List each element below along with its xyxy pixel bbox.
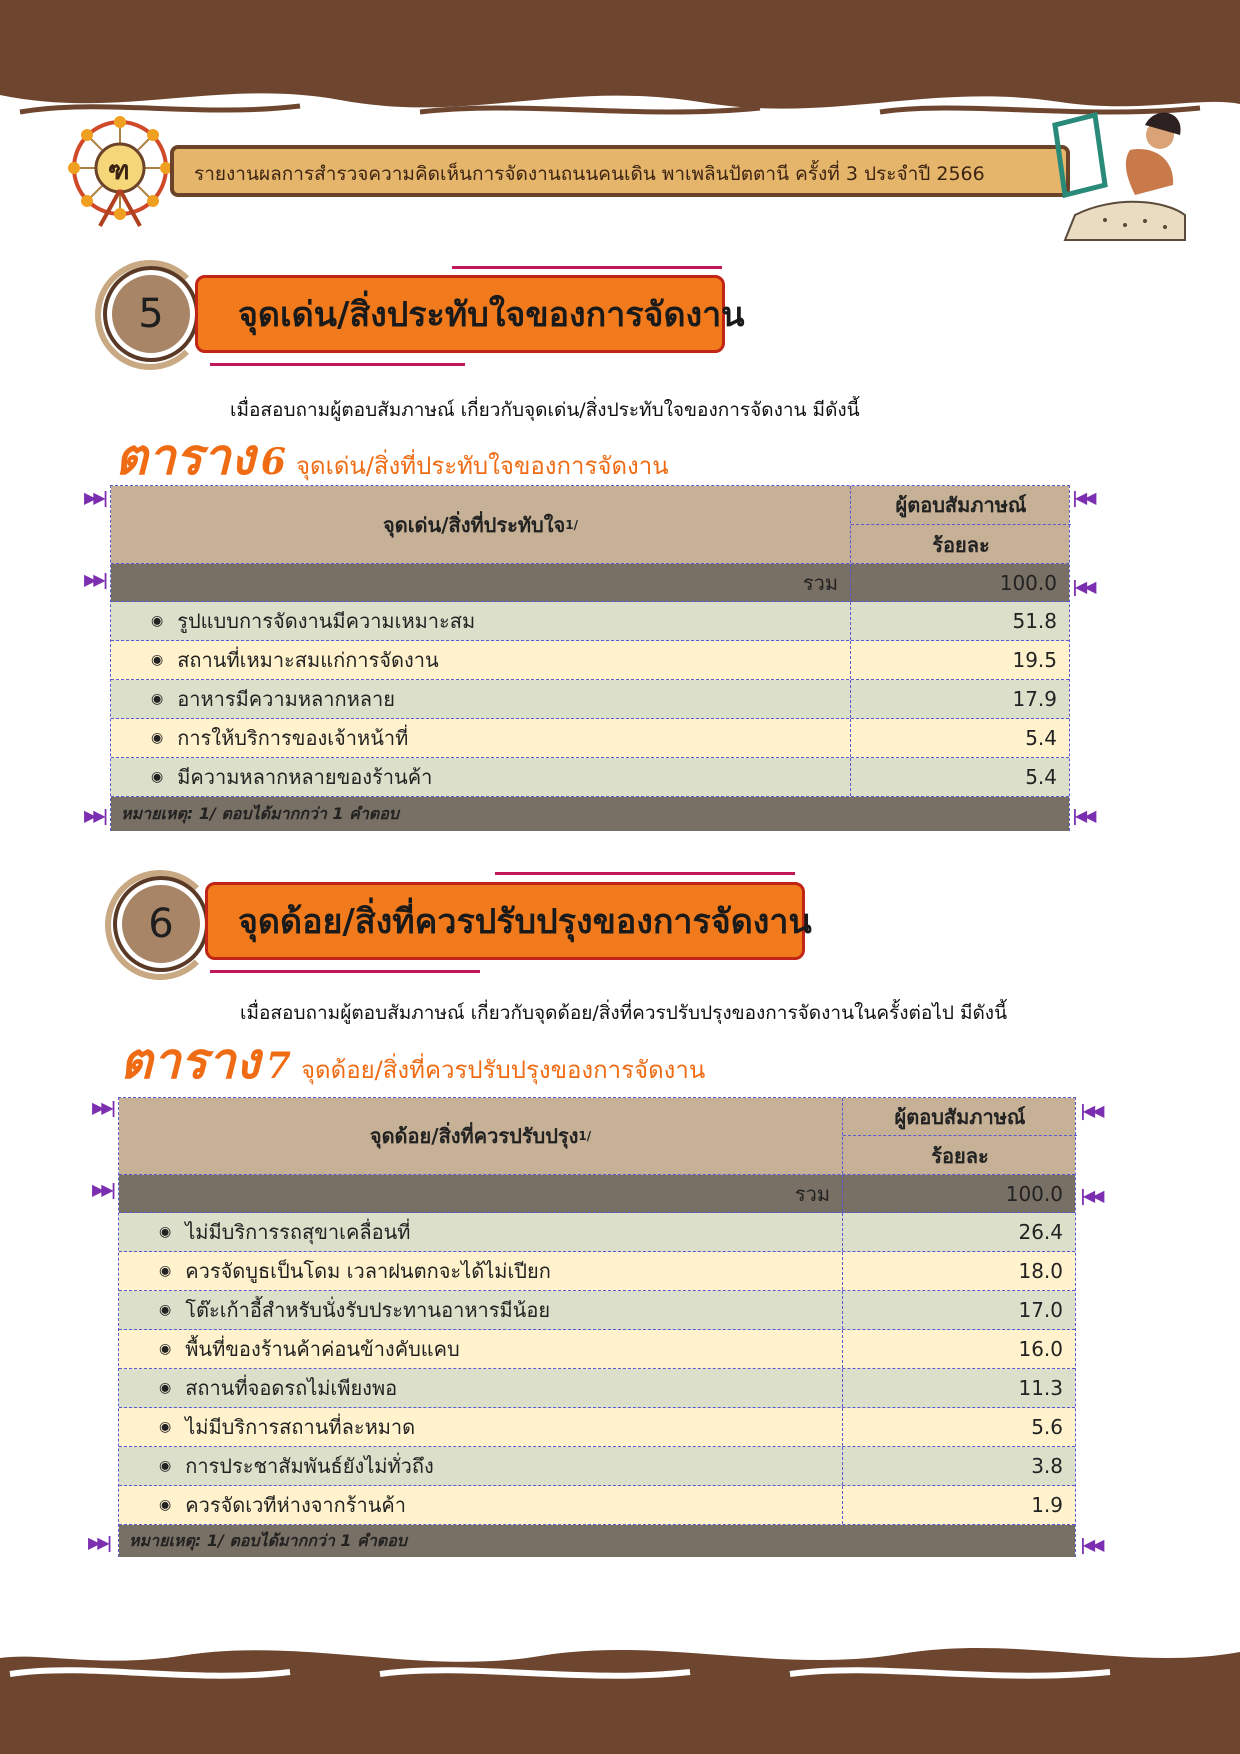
row-value: 51.8 [1012,609,1057,633]
total-value: 100.0 [1005,1181,1063,1206]
total-value: 100.0 [999,570,1057,595]
total-label: รวม [119,1175,843,1212]
table-note-row [119,1525,1075,1557]
table-row [119,1252,1075,1291]
bullet-icon: ◉ [159,1224,172,1240]
row-value: 17.0 [1018,1298,1063,1322]
edit-marker-icon: |◀◀ [1080,1101,1102,1120]
section-5-badge [95,260,205,370]
table-note: หมายเหตุ: 1/ ตอบได้มากกว่า 1 คำตอบ [129,1530,407,1550]
bullet-icon: ◉ [159,1302,172,1318]
row-label: มีความหลากหลายของร้านค้า [177,765,433,789]
table-caption: จุดเด่น/สิ่งที่ประทับใจของการจัดงาน [295,452,669,480]
row-label-cell [119,1408,843,1446]
edit-marker-icon: |◀◀ [1072,488,1094,507]
table-row [111,719,1069,758]
row-label-cell [111,602,851,640]
row-value: 5.6 [1031,1415,1063,1439]
table-word: ตาราง [115,427,255,486]
total-row [119,1175,1075,1213]
decor-line [210,363,465,366]
row-value: 3.8 [1031,1454,1063,1478]
decor-line [452,266,722,269]
row-value: 5.4 [1025,765,1057,789]
row-value: 5.4 [1025,726,1057,750]
total-row [111,564,1069,602]
row-value: 17.9 [1012,687,1057,711]
bullet-icon: ◉ [151,769,164,785]
bullet-icon: ◉ [159,1341,172,1357]
edit-marker-icon: |◀◀ [1080,1535,1102,1554]
row-value: 1.9 [1031,1493,1063,1517]
edit-marker-icon: |◀◀ [1072,577,1094,596]
report-header-bar [170,145,1070,197]
table-row [119,1486,1075,1525]
bullet-icon: ◉ [151,730,164,746]
bullet-icon: ◉ [159,1419,172,1435]
col-header-sup: 1/ [565,517,578,532]
row-label: ควรจัดเวทีห่างจากร้านค้า [185,1493,407,1517]
row-label-cell [119,1369,843,1407]
row-label-cell [119,1291,843,1329]
row-value: 18.0 [1018,1259,1063,1283]
bullet-icon: ◉ [159,1263,172,1279]
edit-marker-icon: ▶▶| [92,1180,114,1199]
col2-subheader: ร้อยละ [932,532,990,557]
bullet-icon: ◉ [151,652,164,668]
bullet-icon: ◉ [159,1380,172,1396]
table-row [119,1291,1075,1330]
row-label: อาหารมีความหลากหลาย [177,687,395,711]
col2-subheader: ร้อยละ [931,1143,989,1168]
row-label: การให้บริการของเจ้าหน้าที่ [177,726,409,750]
row-label: รูปแบบการจัดงานมีความเหมาะสม [177,609,476,633]
table-row [111,602,1069,641]
row-label-cell [111,758,851,796]
edit-marker-icon: ▶▶| [84,488,106,507]
edit-marker-icon: ▶▶| [92,1098,114,1117]
table-row [119,1408,1075,1447]
wheel-letter: ฑ [108,156,130,186]
col-header-label: จุดเด่น/สิ่งที่ประทับใจ [383,512,566,537]
row-label: โต๊ะเก้าอี้สำหรับนั่งรับประทานอาหารมีน้อย [185,1298,551,1322]
table-header-row [111,486,1069,564]
table-header-row [119,1098,1075,1175]
table-row [119,1213,1075,1252]
col2-header: ผู้ตอบสัมภาษณ์ [851,486,1071,525]
edit-marker-icon: ▶▶| [84,570,106,589]
section-5-title [195,275,745,353]
row-label: ควรจัดบูธเป็นโดม เวลาฝนตกจะได้ไม่เปียก [185,1259,551,1283]
row-label-cell [119,1330,843,1368]
col2-header: ผู้ตอบสัมภาษณ์ [843,1098,1077,1136]
edit-marker-icon: ▶▶| [88,1533,110,1552]
row-label: สถานที่เหมาะสมแก่การจัดงาน [177,648,439,672]
bullet-icon: ◉ [159,1458,172,1474]
row-label-cell [119,1252,843,1290]
col-header-sup: 1/ [578,1129,592,1143]
report-title: รายงานผลการสำรวจความคิดเห็นการจัดงานถนนคนเดิน พาเพลินปัตตานี ครั้งที่ 3 ประจำปี 2566 [194,163,985,185]
row-label-cell [111,719,851,757]
row-label-cell [119,1447,843,1485]
col-header [111,486,851,563]
edit-marker-icon: |◀◀ [1072,806,1094,825]
section-number: 5 [107,270,195,358]
row-label-cell [111,680,851,718]
row-value: 11.3 [1018,1376,1063,1400]
row-value: 26.4 [1018,1220,1063,1244]
table-number: 6 [260,441,286,483]
table-7-caption [120,1022,705,1101]
row-label: สถานที่จอดรถไม่เพียงพอ [185,1376,398,1400]
edit-marker-icon: |◀◀ [1080,1186,1102,1205]
table-row [119,1330,1075,1369]
row-value: 16.0 [1018,1337,1063,1361]
table-note: หมายเหตุ: 1/ ตอบได้มากกว่า 1 คำตอบ [121,803,399,823]
bullet-icon: ◉ [151,691,164,707]
bottom-decorative-band [0,1612,1240,1754]
col-header-label: จุดด้อย/สิ่งที่ควรปรับปรุง [369,1124,579,1148]
row-label-cell [119,1486,843,1524]
table-row [111,758,1069,797]
section-title-text: จุดด้อย/สิ่งที่ควรปรับปรุงของการจัดงาน [238,902,812,942]
edit-marker-icon: ▶▶| [84,806,106,825]
table-word: ตาราง [120,1031,260,1090]
section-5-intro: เมื่อสอบถามผู้ตอบสัมภาษณ์ เกี่ยวกับจุดเด่น/สิ่งประทับใจของการจัดงาน มีดังนี้ [230,399,860,421]
table-row [119,1447,1075,1486]
row-label-cell [111,641,851,679]
table-number: 7 [265,1045,291,1087]
col-header [119,1098,843,1174]
section-6-badge [105,870,215,980]
decor-line [495,872,795,875]
top-decorative-band [0,0,1240,120]
table-caption: จุดด้อย/สิ่งที่ควรปรับปรุงของการจัดงาน [300,1056,706,1084]
section-6-title [205,882,812,960]
bullet-icon: ◉ [151,613,164,629]
row-label: ไม่มีบริการสถานที่ละหมาด [185,1415,416,1439]
decor-line [210,970,480,973]
section-title-text: จุดเด่น/สิ่งประทับใจของการจัดงาน [238,295,745,335]
woman-weaving-illustration [1035,105,1195,245]
total-label: รวม [111,564,851,601]
row-value: 19.5 [1012,648,1057,672]
table-note-row [111,797,1069,831]
table-7 [118,1097,1076,1557]
row-label: พื้นที่ของร้านค้าค่อนข้างคับแคบ [185,1337,460,1361]
row-label: ไม่มีบริการรถสุขาเคลื่อนที่ [185,1220,411,1244]
row-label-cell [119,1213,843,1251]
row-label: การประชาสัมพันธ์ยังไม่ทั่วถึง [185,1454,434,1478]
bullet-icon: ◉ [159,1497,172,1513]
section-6-intro: เมื่อสอบถามผู้ตอบสัมภาษณ์ เกี่ยวกับจุดด้อย/สิ่งที่ควรปรับปรุงของการจัดงานในครั้งต่อไป มีดังนี้ [240,1002,1008,1024]
table-6 [110,485,1070,831]
section-number: 6 [117,880,205,968]
table-row [111,680,1069,719]
table-row [119,1369,1075,1408]
table-row [111,641,1069,680]
